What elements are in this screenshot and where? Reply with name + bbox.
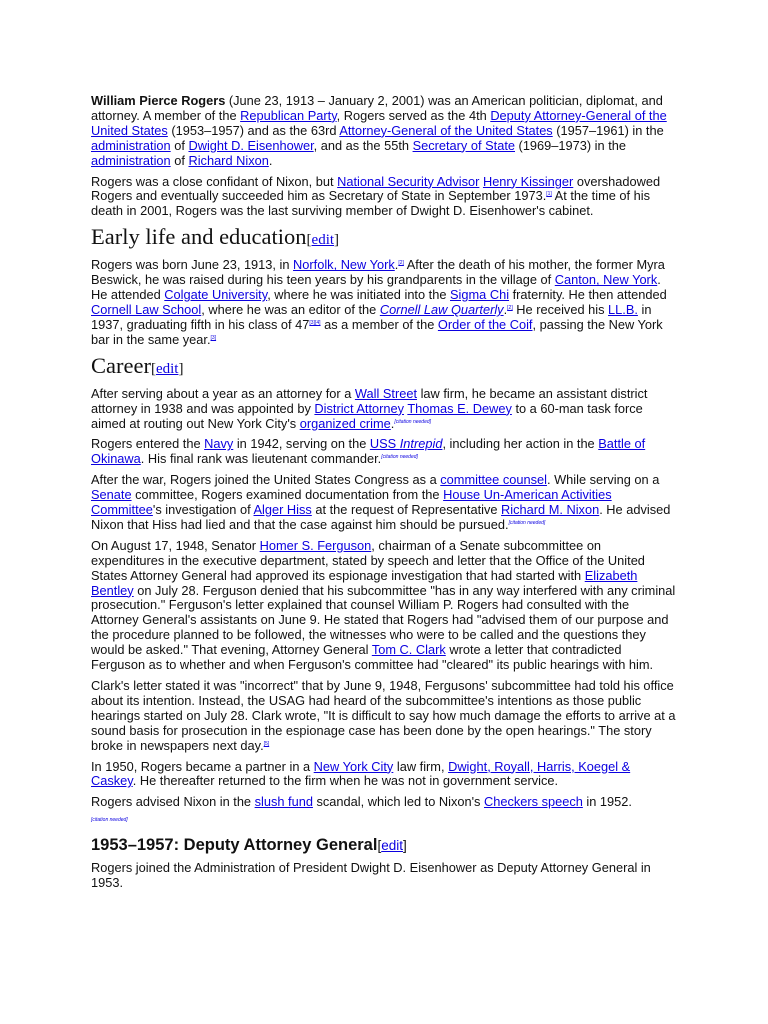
link-richard-nixon[interactable]: Richard Nixon: [188, 152, 269, 168]
reference-link[interactable]: [5]: [263, 740, 270, 747]
citation-needed[interactable]: [citation needed]: [394, 418, 432, 425]
career-paragraph-3: After the war, Rogers joined the United States Congress as a committee counsel. While serving on a Senate committee, Rogers examined documentation from the House Un-American Activities Committee's investigation of Alger Hiss at the request of Representative Richard M. Nixon. He advised Nixon that Hiss had lied and that the case against him should be pursued.[citation needed]: [91, 472, 671, 532]
career-paragraph-2: Rogers entered the Navy in 1942, serving on the USS Intrepid, including her action in the Battle of Okinawa. His final rank was lieutenant commander.[citation needed]: [91, 436, 646, 467]
career-paragraph-5: Clark's letter stated it was "incorrect" that by June 9, 1948, Fergusons' subcommittee had told his office about its intention. Instead, the USAG had heard of the subcommittee's intentions as those public hearings started on July 28. Clark wrote, "It is difficult to say how much damage the efforts to arrive at a sound basis for prosecution in the espionage case has been done by the open hearings." The story broke in newspapers next day.[5]: [91, 678, 676, 753]
link-order-of-the-coif[interactable]: Order of the Coif: [437, 316, 533, 332]
link-norfolk-new-york[interactable]: Norfolk, New York: [293, 257, 395, 273]
link-tom-c-clark[interactable]: Tom C. Clark: [371, 642, 446, 658]
edit-section: [edit]: [306, 232, 340, 249]
link-elizabeth-bentley[interactable]: Elizabeth Bentley: [91, 567, 638, 598]
edit-link[interactable]: edit: [155, 360, 179, 377]
link-attorney-general[interactable]: Attorney-General of the United States: [339, 122, 553, 138]
link-alger-hiss[interactable]: Alger Hiss: [253, 502, 312, 518]
link-secretary-of-state[interactable]: Secretary of State: [412, 137, 515, 153]
deputy-ag-paragraph: Rogers joined the Administration of President Dwight D. Eisenhower as Deputy Attorney General in 1953.: [91, 860, 651, 891]
citation-needed[interactable]: [citation needed]: [381, 454, 418, 461]
link-republican-party[interactable]: Republican Party: [240, 107, 337, 123]
link-slush-fund[interactable]: slush fund: [254, 794, 313, 810]
link-cornell-law-school[interactable]: Cornell Law School: [91, 301, 202, 317]
link-colgate-university[interactable]: Colgate University: [164, 287, 268, 303]
career-paragraph-6: In 1950, Rogers became a partner in a New York City law firm, Dwight, Royall, Harris, Koegel & Caskey. He thereafter returned to the firm when he was not in government service.: [91, 758, 631, 789]
edit-link[interactable]: edit: [381, 838, 403, 854]
link-richard-m-nixon[interactable]: Richard M. Nixon: [501, 502, 600, 518]
edit-section: [edit]: [150, 360, 184, 377]
link-sigma-chi[interactable]: Sigma Chi: [450, 287, 510, 303]
citation-needed[interactable]: [citation needed]: [508, 519, 546, 526]
link-homer-ferguson[interactable]: Homer S. Ferguson: [259, 537, 372, 553]
link-battle-of-okinawa[interactable]: Battle of Okinawa: [91, 436, 646, 467]
link-henry-kissinger[interactable]: Henry Kissinger: [482, 173, 574, 189]
reference-link[interactable]: [1]: [546, 191, 552, 198]
link-law-firm[interactable]: Dwight, Royall, Harris, Koegel & Caskey: [91, 758, 631, 789]
citation-needed[interactable]: [citation needed]: [91, 817, 128, 824]
link-deputy-attorney-general[interactable]: Deputy Attorney-General of the United States: [91, 107, 667, 138]
link-dwight-eisenhower[interactable]: Dwight D. Eisenhower: [188, 137, 314, 153]
link-administration-nixon[interactable]: administration: [91, 152, 171, 168]
link-thomas-dewey[interactable]: Thomas E. Dewey: [407, 400, 512, 416]
link-canton-new-york[interactable]: Canton, New York: [554, 272, 658, 288]
section-heading-early-life: Early life and education[edit]: [91, 224, 340, 250]
reference-link[interactable]: [3][4]: [309, 319, 321, 326]
link-national-security-advisor[interactable]: National Security Advisor: [337, 173, 480, 189]
article-body: [91, 94, 676, 897]
link-cornell-law-quarterly[interactable]: Cornell Law Quarterly: [379, 301, 504, 317]
link-district-attorney[interactable]: District Attorney: [314, 400, 405, 416]
link-checkers-speech[interactable]: Checkers speech: [483, 794, 583, 810]
intro-paragraph-2: Rogers was a close confidant of Nixon, but National Security Advisor Henry Kissinger overshadowed Rogers and eventually succeeded him as Secretary of State in September 1973.[1] At the time of his death in 2001, Rogers was the last surviving member of Dwight D. Eisenhower's cabinet.: [91, 173, 661, 219]
subject-name: William Pierce Rogers: [91, 93, 226, 108]
intro-paragraph: William Pierce Rogers (June 23, 1913 – January 2, 2001) was an American politician, diplomat, and attorney. A member of the Republican Party, Rogers served as the 4th Deputy Attorney-General of the United States (1953–1957) and as the 63rd Attorney-General of the United States (1957–1961) in the administration of Dwight D. Eisenhower, and as the 55th Secretary of State (1969–1973) in the administration of Richard Nixon.: [91, 93, 667, 168]
career-paragraph-4: On August 17, 1948, Senator Homer S. Ferguson, chairman of a Senate subcommittee on expenditures in the executive department, stated by speech and letter that the Office of the United States Attorney General had approved its espionage investigation that had started with Elizabeth Bentley on July 28. Ferguson denied that his subcommittee "has in any way interfered with any criminal prosecution." Ferguson's letter explained that counsel William P. Rogers had consulted with the Attorney General's assistants on June 9. He stated that Rogers had "advised them of our purpose and the procedure planned to be followed, the witnesses who were to be called and the questions they would be asked." That evening, Attorney General Tom C. Clark wrote a letter that contradicted Ferguson as to whether and when Ferguson's committee had "cleared" its public hearings with him.: [91, 537, 676, 673]
reference-link[interactable]: [2]: [507, 304, 513, 311]
early-life-paragraph: Rogers was born June 23, 1913, in Norfolk, New York.[2] After the death of his mother, the former Myra Beswick, he was raised during his teen years by his grandparents in the village of Canton, New York. He attended Colgate University, where he was initiated into the Sigma Chi fraternity. He then attended Cornell Law School, where he was an editor of the Cornell Law Quarterly.[2] He received his LL.B. in 1937, graduating fifth in his class of 47[3][4] as a member of the Order of the Coif, passing the New York bar in the same year.[3]: [91, 257, 667, 347]
link-committee-counsel[interactable]: committee counsel: [440, 472, 547, 488]
link-organized-crime[interactable]: organized crime: [299, 415, 391, 431]
edit-section: [edit]: [377, 838, 407, 854]
link-administration-eisenhower[interactable]: administration: [91, 137, 171, 153]
link-senate[interactable]: Senate: [91, 487, 132, 503]
link-llb[interactable]: LL.B.: [608, 301, 638, 317]
section-heading-career: Career[edit]: [91, 352, 184, 378]
career-paragraph-7: Rogers advised Nixon in the slush fund scandal, which led to Nixon's Checkers speech in 1952. [citation needed]: [91, 794, 632, 824]
link-wall-street[interactable]: Wall Street: [354, 385, 418, 401]
reference-link[interactable]: [3]: [210, 334, 217, 341]
edit-link[interactable]: edit: [311, 232, 335, 249]
link-uss-intrepid[interactable]: USS Intrepid: [369, 436, 443, 452]
link-new-york-city[interactable]: New York City: [313, 758, 394, 774]
reference-link[interactable]: [2]: [398, 260, 404, 267]
link-huac[interactable]: House Un-American Activities Committee: [91, 487, 612, 518]
link-navy[interactable]: Navy: [204, 436, 234, 452]
career-paragraph-1: After serving about a year as an attorney for a Wall Street law firm, he became an assistant district attorney in 1938 and was appointed by District Attorney Thomas E. Dewey to a 60-man task force aimed at routing out New York City's organized crime.[citation needed]: [91, 385, 648, 431]
section-heading-deputy-ag: 1953–1957: Deputy Attorney General[edit]: [91, 836, 407, 855]
